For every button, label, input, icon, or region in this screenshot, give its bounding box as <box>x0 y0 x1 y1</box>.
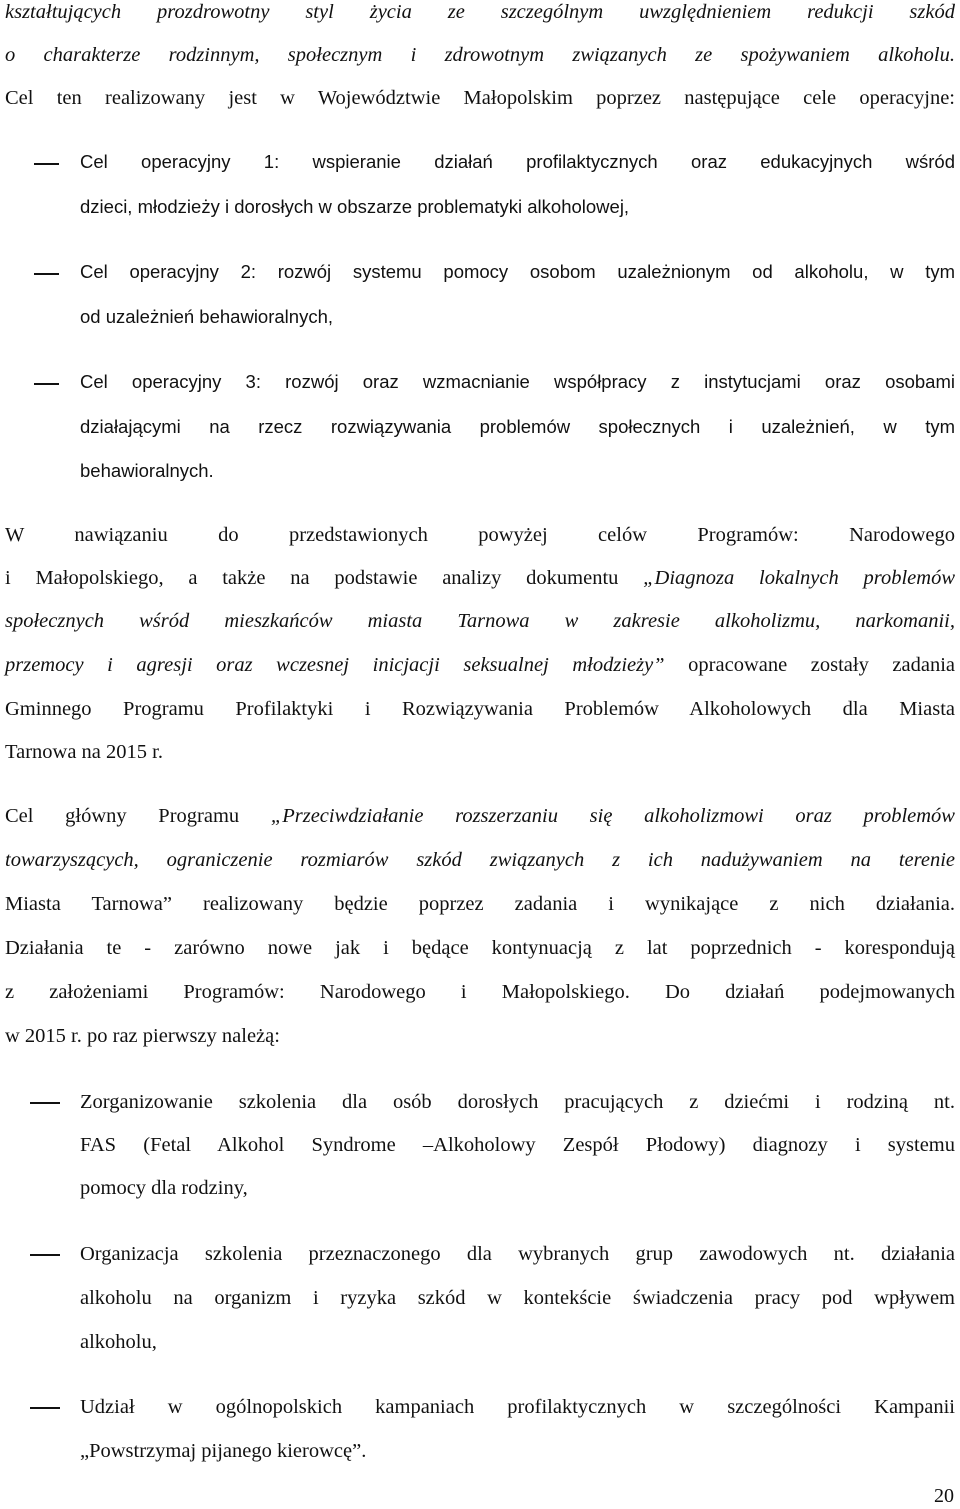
list-dash <box>30 1407 60 1409</box>
action-3-line-2: „Powstrzymaj pijanego kierowcę”. <box>80 1440 367 1462</box>
para2-line-4-text: opracowane zostały zadania <box>664 654 955 676</box>
para3-line-1 <box>5 806 955 827</box>
para2-line-4 <box>5 655 955 676</box>
goal-3-line-1: Cel operacyjny 3: rozwój oraz wzmacnianie współpracy z instytucjami oraz osobami <box>80 371 955 392</box>
action-1-line-2: FAS (Fetal Alkohol Syndrome –Alkoholowy Zespół Płodowy) diagnozy i systemu <box>80 1134 955 1156</box>
para3-line-1-text: Cel główny Programu <box>5 805 271 827</box>
para2-line-2 <box>5 568 955 589</box>
para3-line-3 <box>5 894 955 915</box>
goal-1-line-2: dzieci, młodzieży i dorosłych w obszarze problematyki alkoholowej, <box>80 196 630 217</box>
program-goal-title-end: Miasta Tarnowa” <box>5 893 172 915</box>
action-3-line-1: Udział w ogólnopolskich kampaniach profilaktycznych w szczególności Kampanii <box>80 1396 955 1418</box>
goal-3-line-3: behawioralnych. <box>80 460 214 481</box>
para3-line-6: w 2015 r. po raz pierwszy należą: <box>5 1025 280 1047</box>
document-title-end: przemocy i agresji oraz wczesnej inicjacji seksualnej młodzieży” <box>5 654 665 676</box>
action-1-line-3: pomocy dla rodziny, <box>80 1177 248 1199</box>
goal-3-line-2: działającymi na rzecz rozwiązywania problemów społecznych i uzależnień, w tym <box>80 416 955 437</box>
goal-2-line-1: Cel operacyjny 2: rozwój systemu pomocy osobom uzależnionym od alkoholu, w tym <box>80 261 955 282</box>
intro-line-1: kształtujących prozdrowotny styl życia ze szczególnym uwzględnieniem redukcji szkód <box>5 1 955 23</box>
goal-1-line-1: Cel operacyjny 1: wspieranie działań profilaktycznych oraz edukacyjnych wśród <box>80 151 955 172</box>
intro-line-3: Cel ten realizowany jest w Województwie Małopolskim poprzez następujące cele operacyjne: <box>5 87 955 109</box>
para3-line-5: z założeniami Programów: Narodowego i Małopolskiego. Do działań podejmowanych <box>5 981 955 1003</box>
para2-line-5: Gminnego Programu Profilaktyki i Rozwiązywania Problemów Alkoholowych dla Miasta <box>5 698 955 720</box>
action-2-line-2: alkoholu na organizm i ryzyka szkód w kontekście świadczenia pracy pod wpływem <box>80 1287 955 1309</box>
intro-line-2: o charakterze rodzinnym, społecznym i zdrowotnym związanych ze spożywaniem alkoholu. <box>5 44 955 66</box>
action-2-line-3: alkoholu, <box>80 1331 157 1353</box>
para2-line-1: W nawiązaniu do przedstawionych powyżej celów Programów: Narodowego <box>5 524 955 546</box>
page-number: 20 <box>934 1485 954 1507</box>
para2-line-2-text: i Małopolskiego, a także na podstawie analizy dokumentu <box>5 567 644 589</box>
action-1-line-1: Zorganizowanie szkolenia dla osób dorosłych pracujących z dziećmi i rodziną nt. <box>80 1091 955 1113</box>
list-dash <box>34 383 59 385</box>
action-2-line-1: Organizacja szkolenia przeznaczonego dla wybranych grup zawodowych nt. działania <box>80 1243 955 1265</box>
list-dash <box>30 1102 60 1104</box>
list-dash <box>30 1254 60 1256</box>
list-dash <box>34 273 59 275</box>
para2-line-3: społecznych wśród mieszkańców miasta Tarnowa w zakresie alkoholizmu, narkomanii, <box>5 610 955 632</box>
program-goal-title-start: „Przeciwdziałanie rozszerzaniu się alkoholizmowi oraz problemów <box>270 805 955 827</box>
para2-line-6: Tarnowa na 2015 r. <box>5 741 163 763</box>
para3-line-3-text: realizowany będzie poprzez zadania i wynikające z nich działania. <box>171 893 955 915</box>
goal-2-line-2: od uzależnień behawioralnych, <box>80 306 334 327</box>
para3-line-4: Działania te - zarówno nowe jak i będące kontynuacją z lat poprzednich - korespondują <box>5 937 955 959</box>
document-title-start: „Diagnoza lokalnych problemów <box>643 567 955 589</box>
para3-line-2: towarzyszących, ograniczenie rozmiarów szkód związanych z ich nadużywaniem na terenie <box>5 849 955 871</box>
list-dash <box>34 163 59 165</box>
